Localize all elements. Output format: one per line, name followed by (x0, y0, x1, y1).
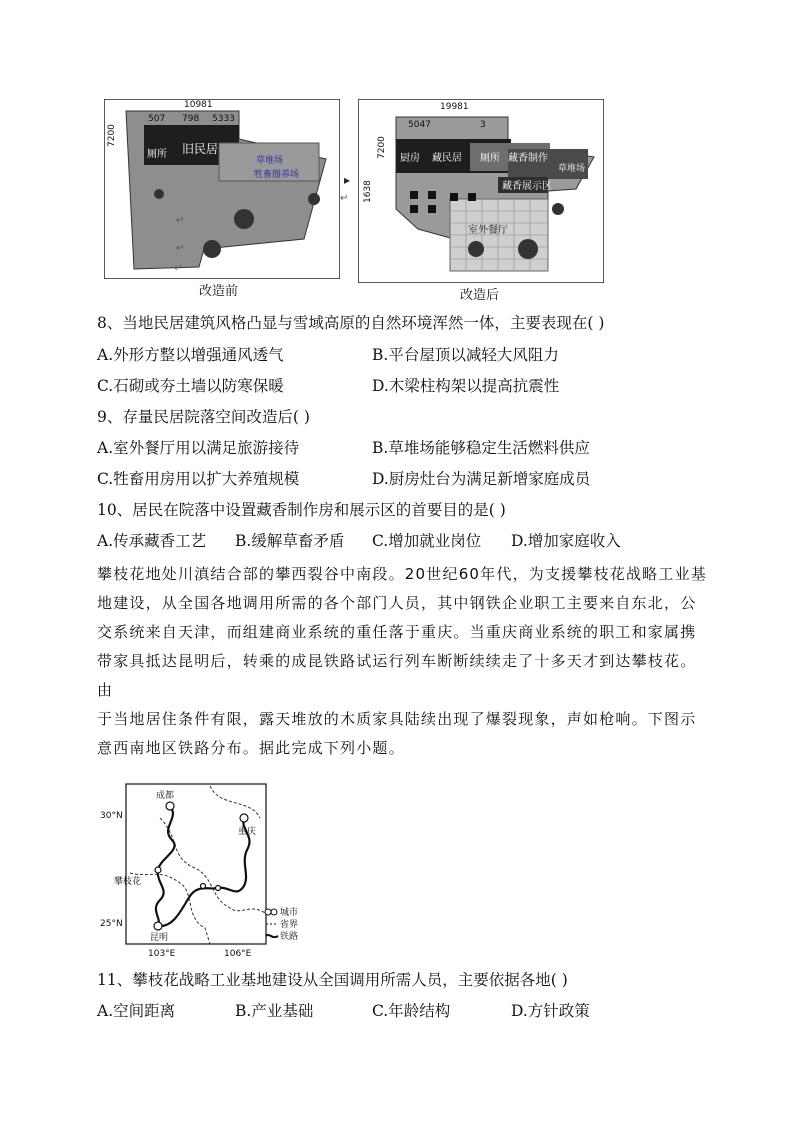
after-label-toilet: 厕所 (480, 153, 500, 164)
before-dim-total: 10981 (184, 100, 213, 110)
legend-city: 城市 (280, 908, 299, 918)
lat-label-top: 30°N (100, 811, 123, 821)
q8-option-c: C.石砌或夯土墙以防寒保暖 (97, 377, 284, 395)
after-dim-1: 5047 (408, 120, 431, 130)
passage-line: 地建设，从全国各地调用所需的各个部门人员，其中钢铁企业职工主要来自东北，公 (97, 594, 697, 612)
plan-after (358, 99, 604, 283)
q11-option-a: A.空间距离 (97, 1002, 176, 1020)
q10-option-a: A.传承藏香工艺 (97, 532, 207, 550)
after-dim-side-b: 1638 (363, 180, 373, 203)
q11-stem: 11、攀枝花战略工业基地建设从全国调用所需人员，主要依据各地( ) (97, 971, 568, 989)
after-dim-side-a: 7200 (377, 136, 387, 159)
before-dim-1: 507 (148, 114, 166, 124)
q10-stem: 10、居民在院落中设置藏香制作房和展示区的首要目的是( ) (97, 501, 506, 519)
before-label-livestock: 牲畜圈养场 (254, 170, 300, 180)
q9-stem: 9、存量民居院落空间改造后( ) (97, 408, 310, 426)
after-label-kitchen: 厨房 (400, 153, 420, 164)
passage-line: 意西南地区铁路分布。据此完成下列小题。 (97, 739, 405, 757)
q10-option-b: B.缓解草畜矛盾 (235, 532, 345, 550)
plan-before (104, 99, 340, 279)
before-dim-3: 5333 (212, 114, 235, 124)
q11-option-b: B.产业基础 (235, 1002, 314, 1020)
before-label-hay: 草堆场 (256, 156, 284, 166)
passage-line: 由 (97, 681, 114, 699)
arrow-icon: ▸ (344, 173, 351, 187)
q8-option-d: D.木梁柱构架以提高抗震性 (372, 377, 560, 395)
passage-line: 于当地居住条件有限，露天堆放的木质家具陆续出现了爆裂现象，声如枪响。下图示 (97, 710, 697, 728)
city-label-chengdu: 成都 (156, 791, 175, 801)
q10-option-c: C.增加就业岗位 (372, 532, 482, 550)
passage (97, 560, 707, 763)
after-label-incense: 藏香制作 (508, 153, 548, 164)
legend-railway: 铁路 (280, 932, 299, 942)
q11-option-d: D.方针政策 (511, 1002, 590, 1020)
lat-label-bottom: 25°N (100, 919, 123, 929)
return-mark: ↵ (176, 243, 185, 254)
after-label-hay: 草堆场 (558, 164, 586, 174)
after-label-dining: 室外餐厅 (468, 225, 508, 236)
return-mark: ↵ (340, 193, 349, 204)
caption-after: 改造后 (460, 288, 500, 303)
after-label-house: 藏民居 (432, 153, 462, 164)
q9-option-c: C.牲畜用房用以扩大养殖规模 (97, 470, 300, 488)
before-label-house: 旧民居 (182, 142, 219, 156)
before-label-toilet: 厕所 (147, 149, 167, 160)
q8-option-a: A.外形方整以增强通风透气 (97, 346, 284, 364)
passage-line: 交系统来自天津，而组建商业系统的重任落于重庆。当重庆商业系统的职工和家属携 (97, 623, 697, 641)
passage-line: 带家具抵达昆明后，转乘的成昆铁路试运行列车断断续续走了十多天才到达攀枝花。 (97, 652, 697, 670)
q9-option-b: B.草堆场能够稳定生活燃料供应 (372, 439, 590, 457)
railway-map (100, 778, 300, 958)
before-dim-side: 7200 (107, 124, 117, 147)
passage-line: 攀枝花地处川滇结合部的攀西裂谷中南段。20世纪60年代，为支援攀枝花战略工业基 (97, 565, 707, 583)
before-dim-2: 798 (182, 114, 200, 124)
city-label-panzhihua: 攀枝花 (114, 877, 142, 887)
q8-stem: 8、当地民居建筑风格凸显与雪域高原的自然环境浑然一体，主要表现在( ) (97, 314, 605, 332)
lon-label-left: 103°E (148, 949, 176, 958)
caption-before: 改造前 (199, 284, 239, 299)
q9-option-a: A.室外餐厅用以满足旅游接待 (97, 439, 300, 457)
return-mark: ↵ (176, 215, 185, 226)
after-dim-total: 19981 (440, 102, 469, 112)
q10-option-d: D.增加家庭收入 (511, 532, 621, 550)
q9-option-d: D.厨房灶台为满足新增家庭成员 (372, 470, 591, 488)
after-dim-2: 3 (480, 120, 486, 130)
q11-option-c: C.年龄结构 (372, 1002, 451, 1020)
figure-renovation (100, 95, 610, 305)
city-label-chongqing: 重庆 (238, 827, 257, 837)
q8-option-b: B.平台屋顶以减轻大风阻力 (372, 346, 559, 364)
after-label-showroom: 藏香展示区 (502, 181, 552, 192)
legend-border: 省界 (280, 920, 299, 930)
return-mark: ↵ (174, 263, 183, 274)
city-label-kunming: 昆明 (150, 933, 169, 943)
lon-label-right: 106°E (224, 949, 252, 958)
